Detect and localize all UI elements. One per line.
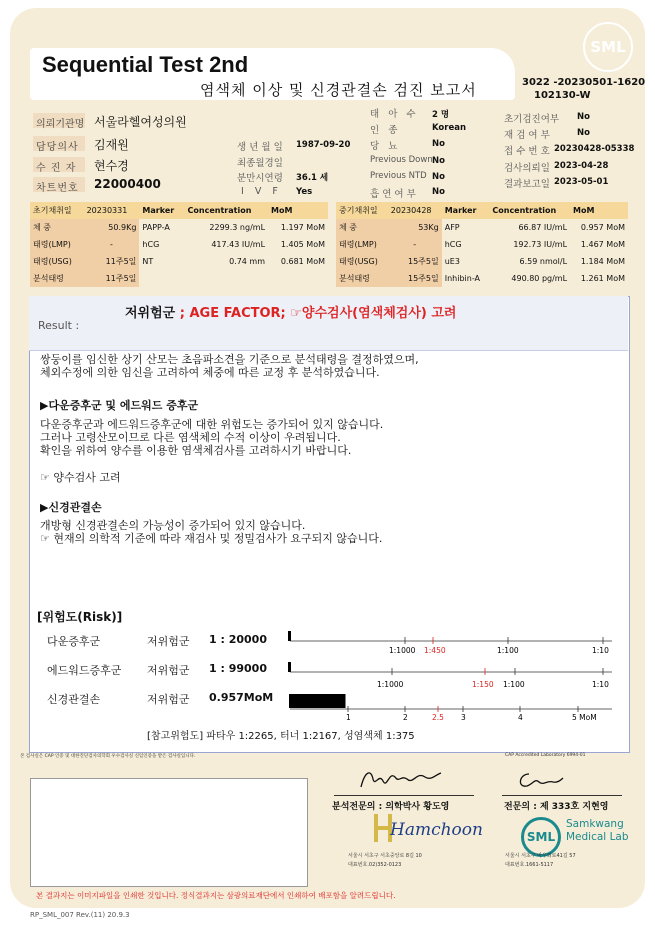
- risk-value-down: 1 : 20000: [209, 633, 267, 646]
- risk-grade-edwards: 저위험군: [147, 664, 190, 677]
- receipt-value: 20230428-05338: [554, 144, 635, 154]
- marker-mom: 0.681 MoM: [280, 257, 325, 266]
- row-label: 분석태령: [30, 270, 84, 287]
- marker-mom: 1.261 MoM: [580, 274, 625, 283]
- patient-label: 수 진 자: [36, 163, 77, 174]
- row-label: 분석태령: [336, 270, 388, 287]
- age-label: 분만시연령: [237, 173, 283, 184]
- row-value: 15주5일: [388, 270, 442, 287]
- ivf-value: Yes: [296, 187, 313, 197]
- diabetes-value: No: [432, 139, 445, 149]
- risk-name-edwards: 에드워드증후군: [47, 664, 122, 677]
- hamchoon-address: 서울시 서초구 서초중앙로 8길 10 대표번호.02)352-0123: [348, 853, 422, 868]
- result-date-value: 2023-05-01: [554, 177, 609, 187]
- row-label: 체 중: [30, 219, 84, 236]
- reference-risk: [참고위험도] 파타우 1:2265, 터너 1:2167, 성염색체 1:375: [147, 731, 415, 742]
- dob-label: 생 년 월 일: [237, 142, 283, 153]
- tick-label: 1:100: [497, 646, 519, 655]
- down-risk-scale: [288, 631, 612, 655]
- risk-marker: [288, 662, 291, 672]
- row-value: 50.9Kg: [84, 219, 140, 236]
- report-title-en: Sequential Test 2nd: [42, 52, 249, 77]
- marker-name: PAPP-A: [142, 223, 170, 232]
- prev-down-label: Previous Down: [370, 155, 433, 165]
- row-value: 15주5일: [388, 253, 442, 270]
- col-header: Concentration: [185, 202, 268, 219]
- result-label: Result :: [38, 319, 80, 332]
- ntd-mom-bar: [289, 694, 346, 708]
- marker-name: NT: [142, 257, 154, 266]
- row-label: 체 중: [336, 219, 388, 236]
- section-heading-ntd: ▶신경관결손: [40, 501, 102, 514]
- tick-label: 1: [346, 713, 351, 722]
- row-value: 53Kg: [388, 219, 442, 236]
- chart-label: 차트번호: [36, 183, 79, 194]
- prev-ntd-label: Previous NTD: [370, 171, 427, 181]
- marker-conc: 6.59 nmol/L: [519, 257, 568, 266]
- result-paragraph-2: 다운증후군과 에드워드증후군에 대한 위험도는 증가되어 있지 않습니다. 그러나 고령산모이므로 다른 염색체의 수적 이상이 우려됩니다. 확인을 위하여 양수를 이용한 염색체검사를 고려하시기 바랍니다.: [40, 418, 384, 457]
- result-paragraph-1: 쌍둥이를 임신한 상기 산모는 초음파소견을 기준으로 분석태령을 결정하였으며, 체외수정에 의한 임신을 고려하여 체중에 따른 교정 후 분석하였습니다.: [40, 353, 419, 379]
- risk-title: [위험도(Risk)]: [37, 610, 123, 624]
- result-paragraph-3: ☞ 양수검사 고려: [40, 471, 121, 484]
- marker-conc: 417.43 IU/mL: [211, 240, 266, 249]
- sml-address: 서울시 서초구 바우뫼로41길 57 대표번호.1661-5117: [505, 853, 576, 868]
- tick-label: 1:10: [592, 680, 609, 689]
- dob-value: 1987-09-20: [296, 140, 351, 150]
- mid-date: 20230428: [388, 202, 442, 219]
- fetus-label: 태 아 수: [370, 109, 419, 120]
- signature-line: [502, 795, 622, 796]
- marker-name: hCG: [444, 240, 462, 249]
- ivf-label: I V F: [241, 186, 278, 197]
- early-date-label: 초기채취일: [30, 202, 84, 219]
- cap-note: CAP Accredited Laboratory 6994-01: [505, 753, 586, 758]
- marker-name: Inhibin-A: [444, 274, 480, 283]
- sml-lab-logo: SML: [521, 817, 561, 857]
- first-test-value: No: [577, 112, 590, 122]
- marker-conc: 192.73 IU/mL: [513, 240, 568, 249]
- marker-conc: 2299.3 ng/mL: [209, 223, 266, 232]
- signature-left: [355, 765, 445, 793]
- prev-down-value: No: [432, 156, 445, 166]
- col-header: MoM: [570, 202, 628, 219]
- sml-lab-name: Samkwang Medical Lab: [566, 818, 629, 843]
- prev-ntd-value: No: [432, 172, 445, 182]
- row-label: 태령(LMP): [30, 236, 84, 253]
- first-test-label: 초기검진여부: [504, 114, 560, 125]
- ntd-risk-scale: [289, 694, 612, 722]
- doctor-name: 김재원: [94, 138, 129, 152]
- signature-line: [334, 795, 474, 796]
- hamchoon-wordmark: Hamchoon: [390, 820, 483, 840]
- section-heading-down-edwards: ▶다운증후군 및 에드워드 증후군: [40, 399, 199, 412]
- request-date-value: 2023-04-28: [554, 161, 609, 171]
- signature-right: [515, 768, 565, 792]
- risk-grade-ntd: 저위험군: [147, 693, 190, 706]
- lmp-label: 최종월경일: [237, 158, 283, 169]
- marker-conc: 490.80 pg/mL: [511, 274, 568, 283]
- race-label: 인 종: [370, 125, 401, 136]
- patient-name: 현수경: [94, 159, 129, 173]
- doctor-label: 담당의사: [36, 142, 79, 153]
- marker-name: hCG: [142, 240, 160, 249]
- tick-label: 1:100: [503, 680, 525, 689]
- report-number: 3022 -20230501-1620 102130-W: [522, 77, 646, 101]
- tick-label-cutoff: 2.5: [432, 713, 444, 722]
- marker-mom: 1.197 MoM: [280, 223, 325, 232]
- col-header: MoM: [268, 202, 328, 219]
- early-date: 20230331: [84, 202, 140, 219]
- row-value: -: [84, 236, 140, 253]
- tick-label-cutoff: 1:450: [424, 646, 446, 655]
- marker-conc: 0.74 mm: [229, 257, 266, 266]
- retest-label: 재 검 여 부: [504, 130, 550, 141]
- chart-number: 22000400: [94, 177, 161, 191]
- row-value: -: [388, 236, 442, 253]
- form-code: RP_SML_007 Rev.(11) 20.9.3: [30, 911, 130, 919]
- hospital-label: 의뢰기관명: [36, 119, 85, 130]
- request-date-label: 검사의뢰일: [504, 163, 550, 174]
- col-header: Marker: [442, 202, 490, 219]
- risk-name-ntd: 신경관결손: [47, 693, 101, 706]
- analyst-title: 분석전문의 : 의학박사 황도영: [332, 802, 450, 812]
- marker-name: uE3: [444, 257, 460, 266]
- col-header: Concentration: [489, 202, 570, 219]
- diabetes-label: 당 뇨: [370, 141, 401, 152]
- result-date-label: 결과보고일: [504, 179, 550, 190]
- accreditation-note: 본 검사실은 CAP 인증 및 대한진단검사의학회 우수검사실 신임인증을 받은 검사실입니다.: [20, 754, 196, 759]
- marker-mom: 1.405 MoM: [280, 240, 325, 249]
- retest-value: No: [577, 128, 590, 138]
- result-paragraph-4: 개방형 신경관결손의 가능성이 증가되어 있지 않습니다. ☞ 현재의 의학적 기준에 따라 재검사 및 정밀검사가 요구되지 않습니다.: [40, 519, 383, 545]
- row-label: 태령(USG): [30, 253, 84, 270]
- tick-label: 1:1000: [377, 680, 404, 689]
- marker-mom: 1.184 MoM: [580, 257, 625, 266]
- age-value: 36.1 세: [296, 173, 329, 183]
- smoking-label: 흡 연 여 부: [370, 189, 416, 200]
- tick-label: 3: [461, 713, 466, 722]
- smoking-value: No: [432, 187, 445, 197]
- tick-label-cutoff: 1:150: [472, 680, 494, 689]
- hospital-name: 서울라헬여성의원: [94, 115, 187, 129]
- mid-date-label: 중기채취일: [336, 202, 388, 219]
- receipt-label: 접 수 번 호: [504, 146, 550, 157]
- memo-box: [30, 778, 308, 887]
- marker-conc: 66.87 IU/mL: [518, 223, 568, 232]
- edwards-risk-scale: [288, 662, 612, 689]
- risk-name-down: 다운증후군: [47, 635, 101, 648]
- marker-mom: 0.957 MoM: [580, 223, 625, 232]
- fetus-value: 2 명: [432, 110, 450, 120]
- tick-label: 1:10: [592, 646, 609, 655]
- risk-grade-down: 저위험군: [147, 635, 190, 648]
- race-value: Korean: [432, 123, 467, 133]
- row-label: 태령(USG): [336, 253, 388, 270]
- marker-mom: 1.467 MoM: [580, 240, 625, 249]
- result-summary: 저위험군 ; AGE FACTOR; ☞양수검사(염색체검사) 고려: [125, 306, 457, 321]
- sml-logo: SML: [583, 22, 633, 72]
- col-header: Marker: [139, 202, 184, 219]
- report-title-ko: 염색체 이상 및 신경관결손 검진 보고서: [200, 81, 477, 99]
- footer-notice: 본 결과지는 이미지파일을 인쇄한 것입니다. 정식결과지는 삼광의료재단에서 인쇄하여 배포함을 알려드립니다.: [36, 891, 396, 900]
- marker-name: AFP: [444, 223, 460, 232]
- risk-value-ntd: 0.957MoM: [209, 691, 274, 704]
- tick-label: 5 MoM: [572, 713, 597, 722]
- tick-label: 4: [518, 713, 523, 722]
- row-value: 11주5일: [84, 270, 140, 287]
- row-label: 태령(LMP): [336, 236, 388, 253]
- tick-label: 1:1000: [389, 646, 416, 655]
- specialist-title: 전문의 : 제 333호 지현영: [504, 802, 609, 812]
- row-value: 11주5일: [84, 253, 140, 270]
- risk-marker: [288, 631, 291, 641]
- tick-label: 2: [403, 713, 408, 722]
- risk-value-edwards: 1 : 99000: [209, 662, 267, 675]
